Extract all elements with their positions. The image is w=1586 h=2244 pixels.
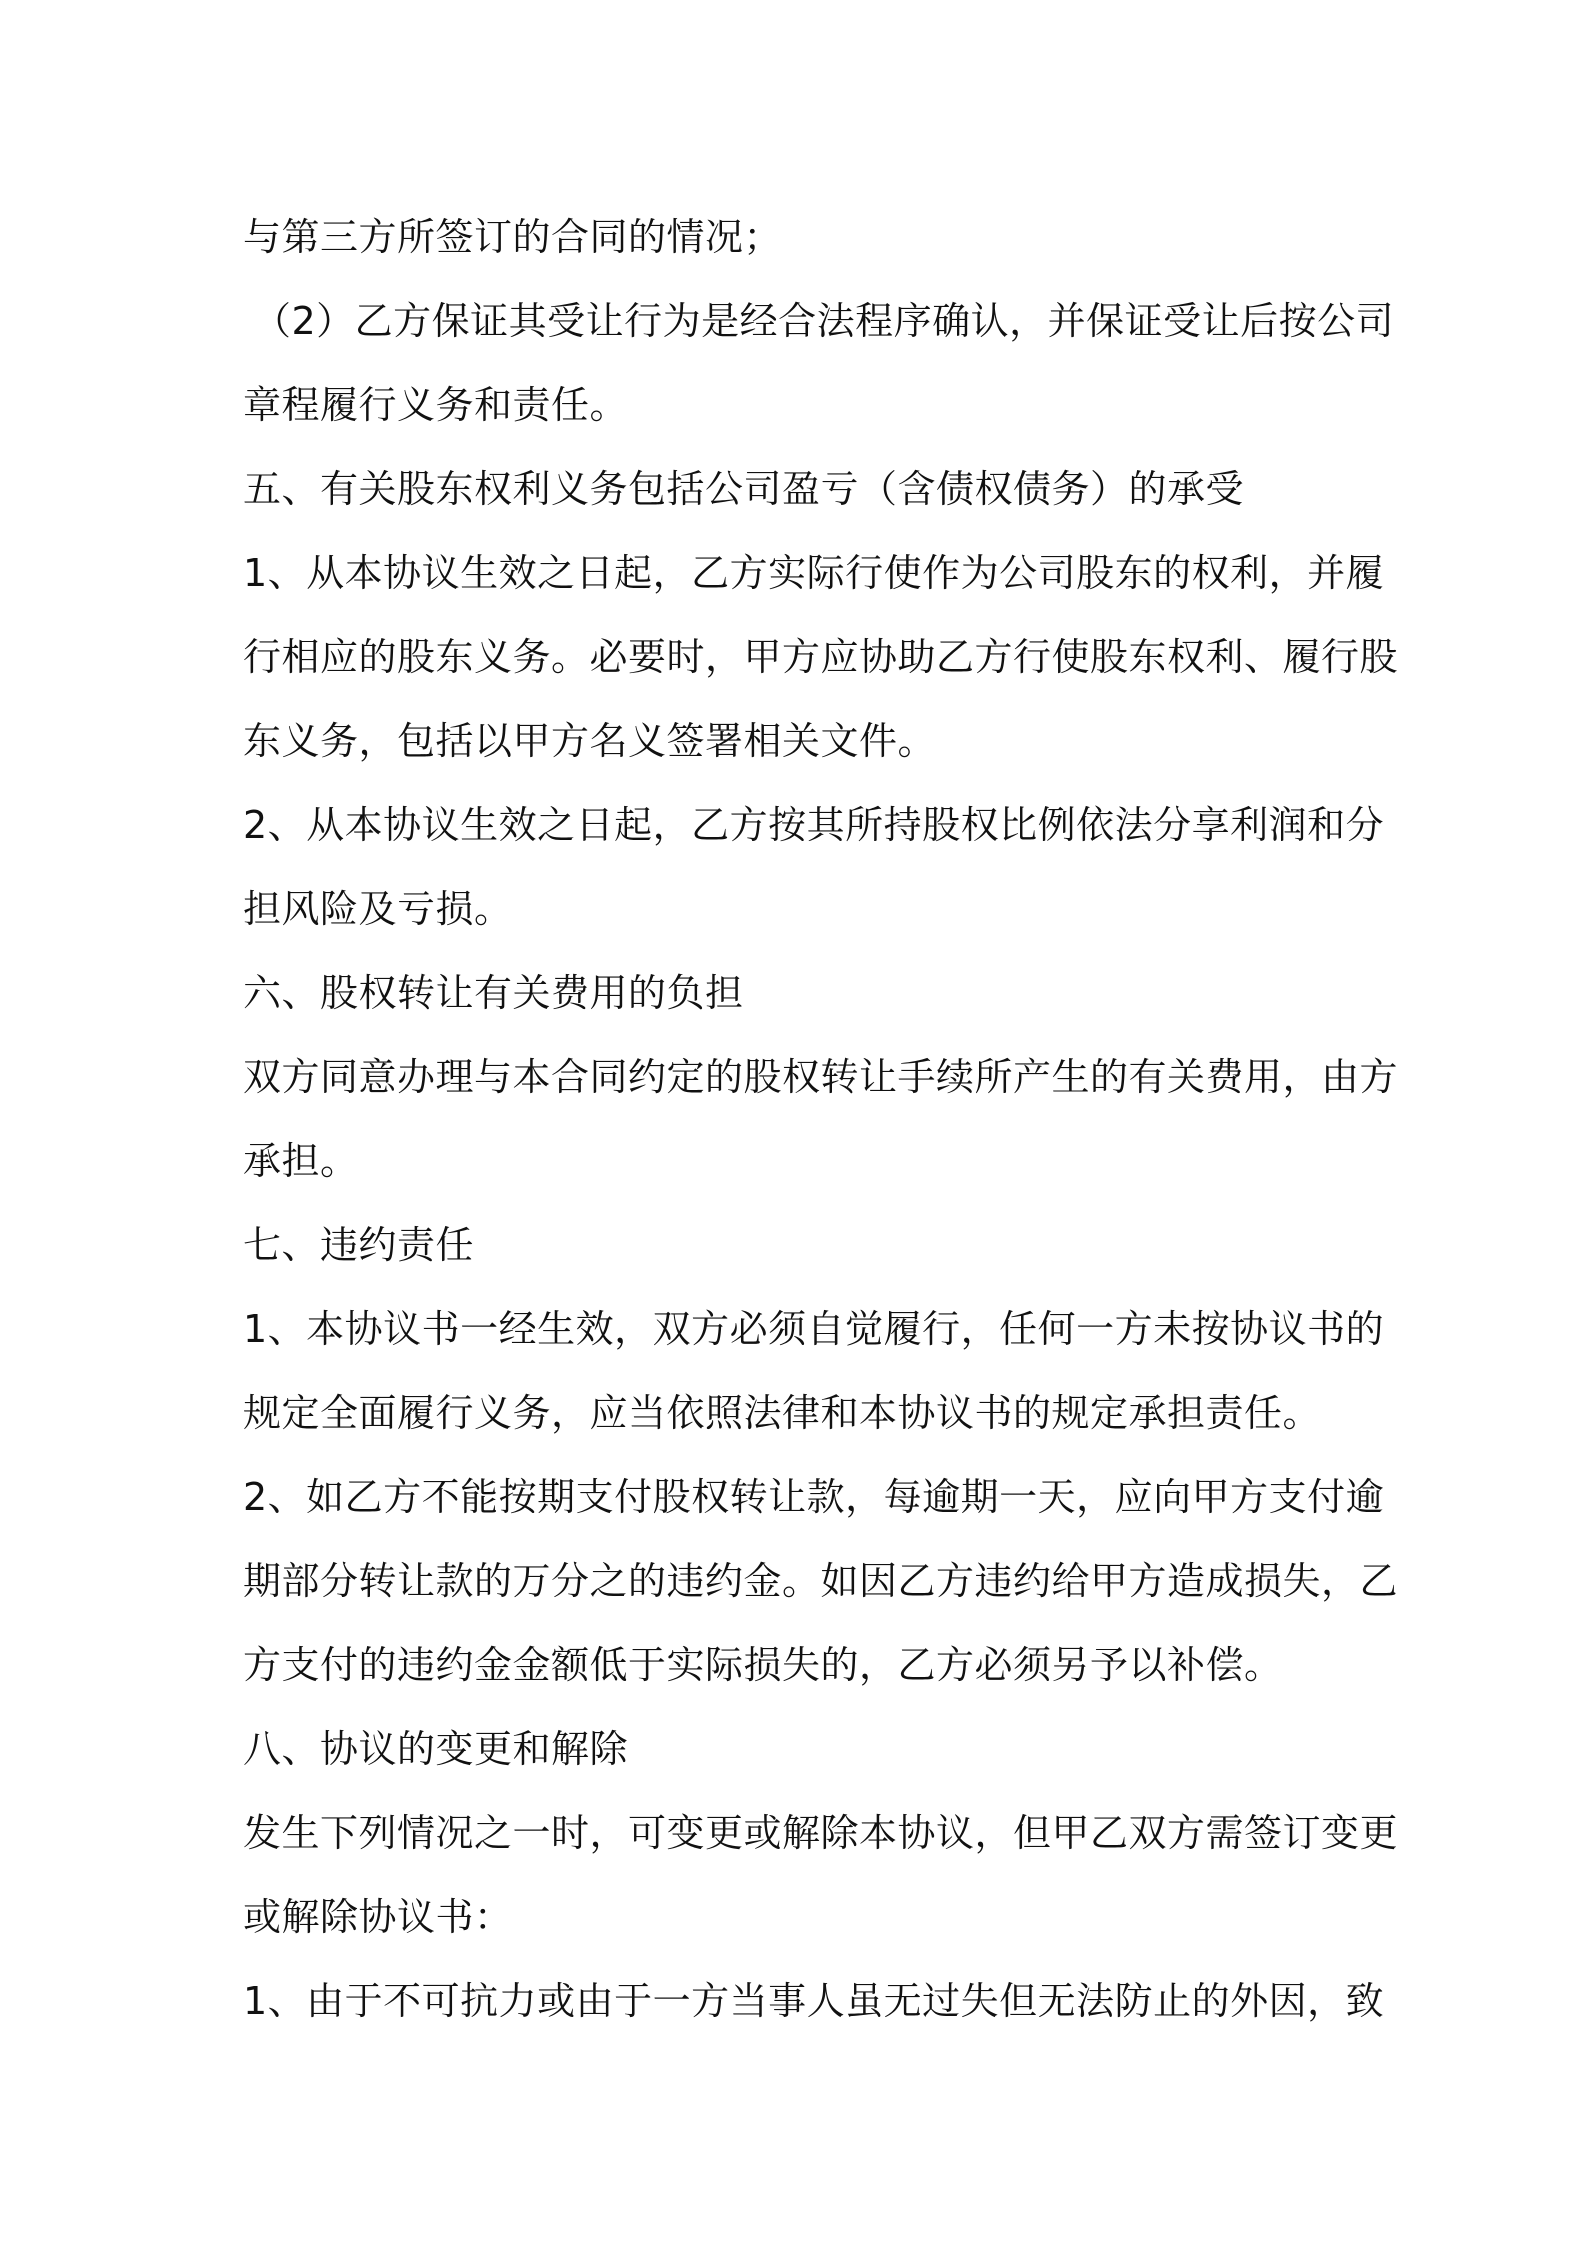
- text-line: （2）乙方保证其受让行为是经合法程序确认，并保证受让后按公司: [253, 299, 1395, 343]
- text-line: 承担。: [243, 1139, 359, 1183]
- text-line: 1、由于不可抗力或由于一方当事人虽无过失但无法防止的外因，致: [243, 1979, 1385, 2023]
- text-line: 与第三方所签订的合同的情况；: [243, 215, 783, 259]
- text-line: 双方同意办理与本合同约定的股权转让手续所产生的有关费用，由方: [243, 1055, 1399, 1099]
- text-line: 2、从本协议生效之日起，乙方按其所持股权比例依法分享利润和分: [243, 803, 1385, 847]
- section-heading-6: 六、股权转让有关费用的负担: [243, 971, 744, 1015]
- text-line: 1、从本协议生效之日起，乙方实际行使作为公司股东的权利，并履: [243, 551, 1385, 595]
- text-line: 方支付的违约金金额低于实际损失的，乙方必须另予以补偿。: [243, 1643, 1283, 1687]
- section-heading-7: 七、违约责任: [243, 1223, 475, 1267]
- text-line: 1、本协议书一经生效，双方必须自觉履行，任何一方未按协议书的: [243, 1307, 1385, 1351]
- text-line: 担风险及亏损。: [243, 887, 513, 931]
- document-body: [243, 195, 1399, 2043]
- section-heading-5: 五、有关股东权利义务包括公司盈亏（含债权债务）的承受: [243, 467, 1245, 511]
- text-line: 东义务，包括以甲方名义签署相关文件。: [243, 719, 937, 763]
- text-line: 2、如乙方不能按期支付股权转让款，每逾期一天，应向甲方支付逾: [243, 1475, 1385, 1519]
- text-line: 行相应的股东义务。必要时，甲方应协助乙方行使股东权利、履行股: [243, 635, 1399, 679]
- section-heading-8: 八、协议的变更和解除: [243, 1727, 629, 1771]
- text-line: 发生下列情况之一时，可变更或解除本协议，但甲乙双方需签订变更: [243, 1811, 1399, 1855]
- text-line: 或解除协议书：: [243, 1895, 513, 1939]
- text-line: 期部分转让款的万分之的违约金。如因乙方违约给甲方造成损失，乙: [243, 1559, 1399, 1603]
- text-line: 规定全面履行义务，应当依照法律和本协议书的规定承担责任。: [243, 1391, 1322, 1435]
- text-line: 章程履行义务和责任。: [243, 383, 629, 427]
